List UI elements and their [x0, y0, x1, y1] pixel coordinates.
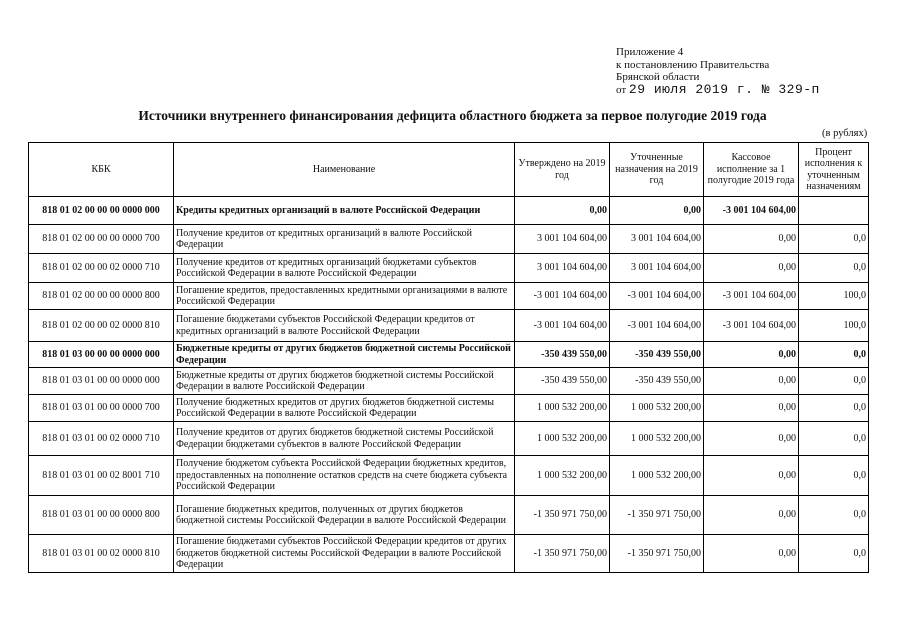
cell-refined: -3 001 104 604,00 — [610, 283, 704, 310]
appendix-date-line — [616, 81, 820, 97]
appendix-resolution: к постановлению Правительства — [616, 58, 770, 71]
cell-kbk: 818 01 03 01 00 00 0000 000 — [29, 368, 174, 395]
cell-kbk: 818 01 02 00 00 02 0000 810 — [29, 310, 174, 342]
appendix-date-prefix: от — [616, 83, 629, 96]
cell-percent: 0,0 — [799, 254, 869, 283]
cell-kbk: 818 01 03 01 00 00 0000 700 — [29, 395, 174, 422]
cell-cash: 0,00 — [704, 456, 799, 496]
header-name: Наименование — [174, 143, 515, 197]
table-row — [29, 496, 869, 535]
cell-approved: 3 001 104 604,00 — [515, 225, 610, 254]
cell-approved: -350 439 550,00 — [515, 342, 610, 368]
cell-refined: -1 350 971 750,00 — [610, 535, 704, 573]
cell-kbk: 818 01 03 01 00 02 0000 710 — [29, 422, 174, 456]
cell-kbk: 818 01 03 01 00 02 0000 810 — [29, 535, 174, 573]
header-kbk: КБК — [29, 143, 174, 197]
cell-kbk: 818 01 03 00 00 00 0000 000 — [29, 342, 174, 368]
cell-cash: 0,00 — [704, 422, 799, 456]
cell-name: Получение бюджетом субъекта Российской Федерации бюджетных кредитов, предоставленных на пополнение остатков средств на счете бюджета субъекта Российской Федерации — [174, 456, 515, 496]
cell-approved: -350 439 550,00 — [515, 368, 610, 395]
cell-percent — [799, 197, 869, 225]
cell-percent: 100,0 — [799, 283, 869, 310]
cell-name: Бюджетные кредиты от других бюджетов бюджетной системы Российской Федерации в валюте Российской Федерации — [174, 368, 515, 395]
cell-kbk: 818 01 02 00 00 00 0000 000 — [29, 197, 174, 225]
appendix-date-stamp: 29 июля 2019 г. № 329-п — [628, 81, 820, 97]
header-refined: Уточненные назначения на 2019 год — [610, 143, 704, 197]
cell-cash: 0,00 — [704, 225, 799, 254]
cell-approved: 1 000 532 200,00 — [515, 422, 610, 456]
table-header-row — [29, 143, 869, 197]
header-cash: Кассовое исполнение за 1 полугодие 2019 года — [704, 143, 799, 197]
cell-percent: 0,0 — [799, 342, 869, 368]
cell-cash: 0,00 — [704, 496, 799, 535]
table-row — [29, 310, 869, 342]
document-title: Источники внутреннего финансирования дефицита областного бюджета за первое полугодие 2019 года — [138, 108, 767, 123]
table-body — [29, 197, 869, 573]
financing-table — [28, 142, 869, 573]
cell-percent: 100,0 — [799, 310, 869, 342]
cell-kbk: 818 01 03 01 00 00 0000 800 — [29, 496, 174, 535]
cell-refined: -3 001 104 604,00 — [610, 310, 704, 342]
cell-name: Погашение бюджетами субъектов Российской Федерации кредитов от других бюджетов бюджетной системы Российской Федерации в валюте Российской Федерации — [174, 535, 515, 573]
table-row — [29, 535, 869, 573]
cell-refined: 3 001 104 604,00 — [610, 254, 704, 283]
cell-kbk: 818 01 02 00 00 00 0000 800 — [29, 283, 174, 310]
cell-kbk: 818 01 02 00 00 02 0000 710 — [29, 254, 174, 283]
cell-refined: 3 001 104 604,00 — [610, 225, 704, 254]
cell-cash: 0,00 — [704, 368, 799, 395]
cell-refined: 1 000 532 200,00 — [610, 395, 704, 422]
units-note: (в рублях) — [822, 128, 868, 139]
cell-name: Получение бюджетных кредитов от других бюджетов бюджетной системы Российской Федерации в валюте Российской Федерации — [174, 395, 515, 422]
cell-refined: -350 439 550,00 — [610, 368, 704, 395]
cell-refined: 1 000 532 200,00 — [610, 456, 704, 496]
cell-cash: 0,00 — [704, 342, 799, 368]
cell-name: Получение кредитов от кредитных организаций в валюте Российской Федерации — [174, 225, 515, 254]
cell-approved: -3 001 104 604,00 — [515, 310, 610, 342]
cell-cash: -3 001 104 604,00 — [704, 310, 799, 342]
table-row — [29, 254, 869, 283]
cell-approved: 1 000 532 200,00 — [515, 395, 610, 422]
cell-percent: 0,0 — [799, 225, 869, 254]
cell-kbk: 818 01 03 01 00 02 8001 710 — [29, 456, 174, 496]
table-row — [29, 395, 869, 422]
cell-approved: 3 001 104 604,00 — [515, 254, 610, 283]
cell-name: Получение кредитов от кредитных организаций бюджетами субъектов Российской Федерации в валюте Российской Федерации — [174, 254, 515, 283]
cell-percent: 0,0 — [799, 496, 869, 535]
cell-name: Погашение бюджетных кредитов, полученных от других бюджетов бюджетной системы Российской Федерации в валюте Российской Федерации — [174, 496, 515, 535]
cell-percent: 0,0 — [799, 535, 869, 573]
table-row — [29, 456, 869, 496]
cell-cash: -3 001 104 604,00 — [704, 283, 799, 310]
appendix-number: Приложение 4 — [616, 46, 684, 58]
cell-percent: 0,0 — [799, 422, 869, 456]
appendix-region: Брянской области — [616, 71, 700, 83]
cell-name: Погашение кредитов, предоставленных кредитными организациями в валюте Российской Федерации — [174, 283, 515, 310]
cell-approved: -1 350 971 750,00 — [515, 535, 610, 573]
cell-refined: -350 439 550,00 — [610, 342, 704, 368]
cell-cash: 0,00 — [704, 254, 799, 283]
cell-refined: 0,00 — [610, 197, 704, 225]
table-row — [29, 342, 869, 368]
cell-approved: 1 000 532 200,00 — [515, 456, 610, 496]
cell-name: Кредиты кредитных организаций в валюте Российской Федерации — [174, 197, 515, 225]
cell-name: Погашение бюджетами субъектов Российской Федерации кредитов от кредитных организаций в валюте Российской Федерации — [174, 310, 515, 342]
cell-approved: 0,00 — [515, 197, 610, 225]
table-row — [29, 283, 869, 310]
cell-cash: -3 001 104 604,00 — [704, 197, 799, 225]
cell-percent: 0,0 — [799, 395, 869, 422]
header-percent: Процент исполнения к уточненным назначениям — [799, 143, 869, 197]
cell-approved: -1 350 971 750,00 — [515, 496, 610, 535]
cell-refined: -1 350 971 750,00 — [610, 496, 704, 535]
cell-percent: 0,0 — [799, 456, 869, 496]
table-row — [29, 225, 869, 254]
cell-refined: 1 000 532 200,00 — [610, 422, 704, 456]
cell-percent: 0,0 — [799, 368, 869, 395]
table-row — [29, 368, 869, 395]
cell-cash: 0,00 — [704, 535, 799, 573]
cell-name: Бюджетные кредиты от других бюджетов бюджетной системы Российской Федерации — [174, 342, 515, 368]
table-row — [29, 197, 869, 225]
cell-kbk: 818 01 02 00 00 00 0000 700 — [29, 225, 174, 254]
header-approved: Утверждено на 2019 год — [515, 143, 610, 197]
cell-name: Получение кредитов от других бюджетов бюджетной системы Российской Федерации бюджетами субъектов в валюте Российской Федерации — [174, 422, 515, 456]
cell-cash: 0,00 — [704, 395, 799, 422]
appendix-block — [616, 46, 820, 96]
table-row — [29, 422, 869, 456]
cell-approved: -3 001 104 604,00 — [515, 283, 610, 310]
